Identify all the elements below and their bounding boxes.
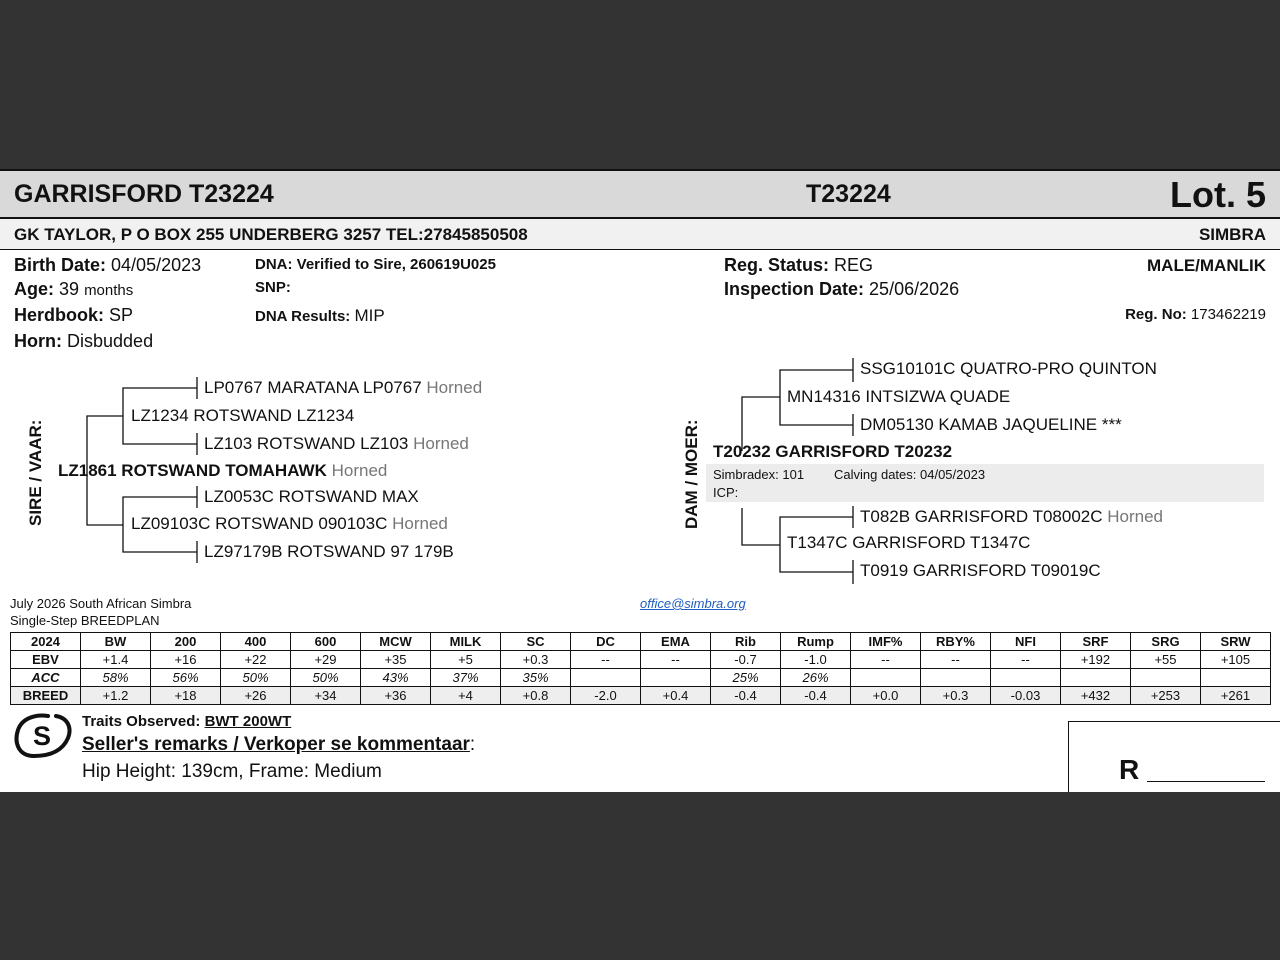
ebv-cell: -0.4 xyxy=(711,687,781,705)
ebv-header-cell: SRG xyxy=(1131,633,1201,651)
simbra-logo xyxy=(12,712,72,760)
ebv-cell: +105 xyxy=(1201,651,1271,669)
ebv-cell: +261 xyxy=(1201,687,1271,705)
dam-sire-sire: SSG10101C QUATRO-PRO QUINTON xyxy=(860,359,1157,378)
ebv-cell: +1.2 xyxy=(81,687,151,705)
ebv-cell: +5 xyxy=(431,651,501,669)
ebv-cell: +0.0 xyxy=(851,687,921,705)
ebv-cell: +22 xyxy=(221,651,291,669)
ebv-cell: +0.4 xyxy=(641,687,711,705)
reg-number: Reg. No: 173462219 xyxy=(1125,306,1266,323)
ebv-cell: +26 xyxy=(221,687,291,705)
herdbook: Herdbook: SP xyxy=(14,305,134,325)
sire-dam: LZ09103C ROTSWAND 090103C Horned xyxy=(131,514,448,533)
ebv-cell: -1.0 xyxy=(781,651,851,669)
ebv-header-cell: SRW xyxy=(1201,633,1271,651)
ebv-cell xyxy=(1131,669,1201,687)
breed-name: SIMBRA xyxy=(1198,225,1266,244)
ebv-header-cell: BW xyxy=(81,633,151,651)
dam-sire: MN14316 INTSIZWA QUADE xyxy=(787,387,1011,406)
ebv-row xyxy=(11,687,1271,705)
snp-label: SNP: xyxy=(255,279,291,296)
ebv-header-cell: 600 xyxy=(291,633,361,651)
ebv-header-cell: Rump xyxy=(781,633,851,651)
ebv-cell: -- xyxy=(571,651,641,669)
ebv-cell: -2.0 xyxy=(571,687,641,705)
ebv-cell: +4 xyxy=(431,687,501,705)
ebv-cell: 35% xyxy=(501,669,571,687)
ebv-cell: -0.4 xyxy=(781,687,851,705)
ebv-cell: +16 xyxy=(151,651,221,669)
ebv-cell xyxy=(921,669,991,687)
dam-dam-dam: T0919 GARRISFORD T09019C xyxy=(860,561,1101,580)
inspection-date: Inspection Date: 25/06/2026 xyxy=(724,279,960,299)
simbradex: Simbradex: 101 xyxy=(713,467,805,482)
ebv-row-label: BREED xyxy=(11,687,81,705)
ebv-cell: 58% xyxy=(81,669,151,687)
dam-name: T20232 GARRISFORD T20232 xyxy=(713,442,953,461)
email-link[interactable]: office@simbra.org xyxy=(640,596,746,611)
ebv-header-cell: IMF% xyxy=(851,633,921,651)
ebv-cell xyxy=(851,669,921,687)
ebv-cell: +1.4 xyxy=(81,651,151,669)
ebv-cell: -- xyxy=(991,651,1061,669)
dam-sire-dam: DM05130 KAMAB JAQUELINE *** xyxy=(860,415,1122,434)
evaluation-method: Single-Step BREEDPLAN xyxy=(10,613,160,628)
ebv-header-cell: MILK xyxy=(431,633,501,651)
ebv-cell: -0.7 xyxy=(711,651,781,669)
ebv-header-cell: MCW xyxy=(361,633,431,651)
ebv-cell: +18 xyxy=(151,687,221,705)
ebv-row-label: EBV xyxy=(11,651,81,669)
ebv-cell: +55 xyxy=(1131,651,1201,669)
horn-status: Horn: Disbudded xyxy=(14,331,154,351)
sex: MALE/MANLIK xyxy=(1147,256,1266,275)
ebv-cell xyxy=(1061,669,1131,687)
remarks-text: Hip Height: 139cm, Frame: Medium xyxy=(82,761,382,782)
ebv-header-cell: SC xyxy=(501,633,571,651)
ebv-cell: +35 xyxy=(361,651,431,669)
calving-dates: Calving dates: 04/05/2023 xyxy=(834,467,986,482)
ebv-cell: +29 xyxy=(291,651,361,669)
ebv-cell: -- xyxy=(641,651,711,669)
ebv-cell: +36 xyxy=(361,687,431,705)
ebv-cell: -- xyxy=(921,651,991,669)
reg-status: Reg. Status: REG xyxy=(724,255,874,275)
price-r-label: R xyxy=(1119,754,1140,785)
ebv-cell xyxy=(991,669,1061,687)
ebv-cell: +192 xyxy=(1061,651,1131,669)
ebv-cell: 56% xyxy=(151,669,221,687)
breeder-address: GK TAYLOR, P O BOX 255 UNDERBERG 3257 TEL:27845850508 xyxy=(14,225,528,244)
traits-observed: Traits Observed: BWT 200WT xyxy=(82,713,292,730)
icp-label: ICP: xyxy=(713,485,739,500)
ebv-cell: +0.8 xyxy=(501,687,571,705)
animal-name: GARRISFORD T23224 xyxy=(14,180,274,208)
ebv-cell: 43% xyxy=(361,669,431,687)
sire-sire: LZ1234 ROTSWAND LZ1234 xyxy=(131,406,355,425)
lot-card xyxy=(0,169,1280,792)
ebv-table xyxy=(10,632,1271,705)
dam-dam: T1347C GARRISFORD T1347C xyxy=(787,533,1031,552)
ebv-header-cell: NFI xyxy=(991,633,1061,651)
ebv-cell: +0.3 xyxy=(501,651,571,669)
sire-name: LZ1861 ROTSWAND TOMAHAWK Horned xyxy=(58,461,388,480)
dam-dam-sire: T082B GARRISFORD T08002C Horned xyxy=(860,507,1163,526)
price-line xyxy=(1147,781,1265,782)
ebv-row xyxy=(11,669,1271,687)
ebv-cell xyxy=(1201,669,1271,687)
ebv-cell: 50% xyxy=(221,669,291,687)
dam-side-label: DAM / MOER: xyxy=(682,419,701,529)
birth-date: Birth Date: 04/05/2023 xyxy=(14,255,202,275)
ebv-cell xyxy=(571,669,641,687)
animal-id: T23224 xyxy=(806,180,891,208)
dna-results: DNA Results: MIP xyxy=(255,306,385,325)
ebv-row xyxy=(11,651,1271,669)
age: Age: 39 months xyxy=(14,279,134,299)
ebv-header-cell: EMA xyxy=(641,633,711,651)
remarks-heading: Seller's remarks / Verkoper se kommentaar: xyxy=(82,734,476,755)
ebv-cell: 26% xyxy=(781,669,851,687)
price-box xyxy=(1068,721,1280,792)
ebv-header-row xyxy=(11,633,1271,651)
ebv-cell: -- xyxy=(851,651,921,669)
ebv-header-cell: DC xyxy=(571,633,641,651)
ebv-cell: 37% xyxy=(431,669,501,687)
sire-side-label: SIRE / VAAR: xyxy=(26,419,45,526)
ebv-cell: -0.03 xyxy=(991,687,1061,705)
ebv-cell: 25% xyxy=(711,669,781,687)
dam-info-box xyxy=(706,464,1264,502)
ebv-header-cell: 200 xyxy=(151,633,221,651)
evaluation-title: July 2026 South African Simbra xyxy=(10,596,192,611)
ebv-cell: +34 xyxy=(291,687,361,705)
sire-dam-dam: LZ97179B ROTSWAND 97 179B xyxy=(204,542,454,561)
ebv-cell xyxy=(641,669,711,687)
lot-number: Lot. 5 xyxy=(1170,174,1266,215)
logo-letter: S xyxy=(32,721,52,751)
ebv-cell: +432 xyxy=(1061,687,1131,705)
ebv-header-cell: 400 xyxy=(221,633,291,651)
ebv-header-cell: Rib xyxy=(711,633,781,651)
ebv-header-cell: RBY% xyxy=(921,633,991,651)
ebv-header-cell: 2024 xyxy=(11,633,81,651)
sire-sire-dam: LZ103 ROTSWAND LZ103 Horned xyxy=(204,434,469,453)
sire-sire-sire: LP0767 MARATANA LP0767 Horned xyxy=(204,378,483,397)
ebv-cell: +0.3 xyxy=(921,687,991,705)
ebv-cell: 50% xyxy=(291,669,361,687)
dna-verified: DNA: Verified to Sire, 260619U025 xyxy=(255,256,496,273)
ebv-row-label: ACC xyxy=(11,669,81,687)
ebv-header-cell: SRF xyxy=(1061,633,1131,651)
sire-dam-sire: LZ0053C ROTSWAND MAX xyxy=(204,487,419,506)
ebv-cell: +253 xyxy=(1131,687,1201,705)
